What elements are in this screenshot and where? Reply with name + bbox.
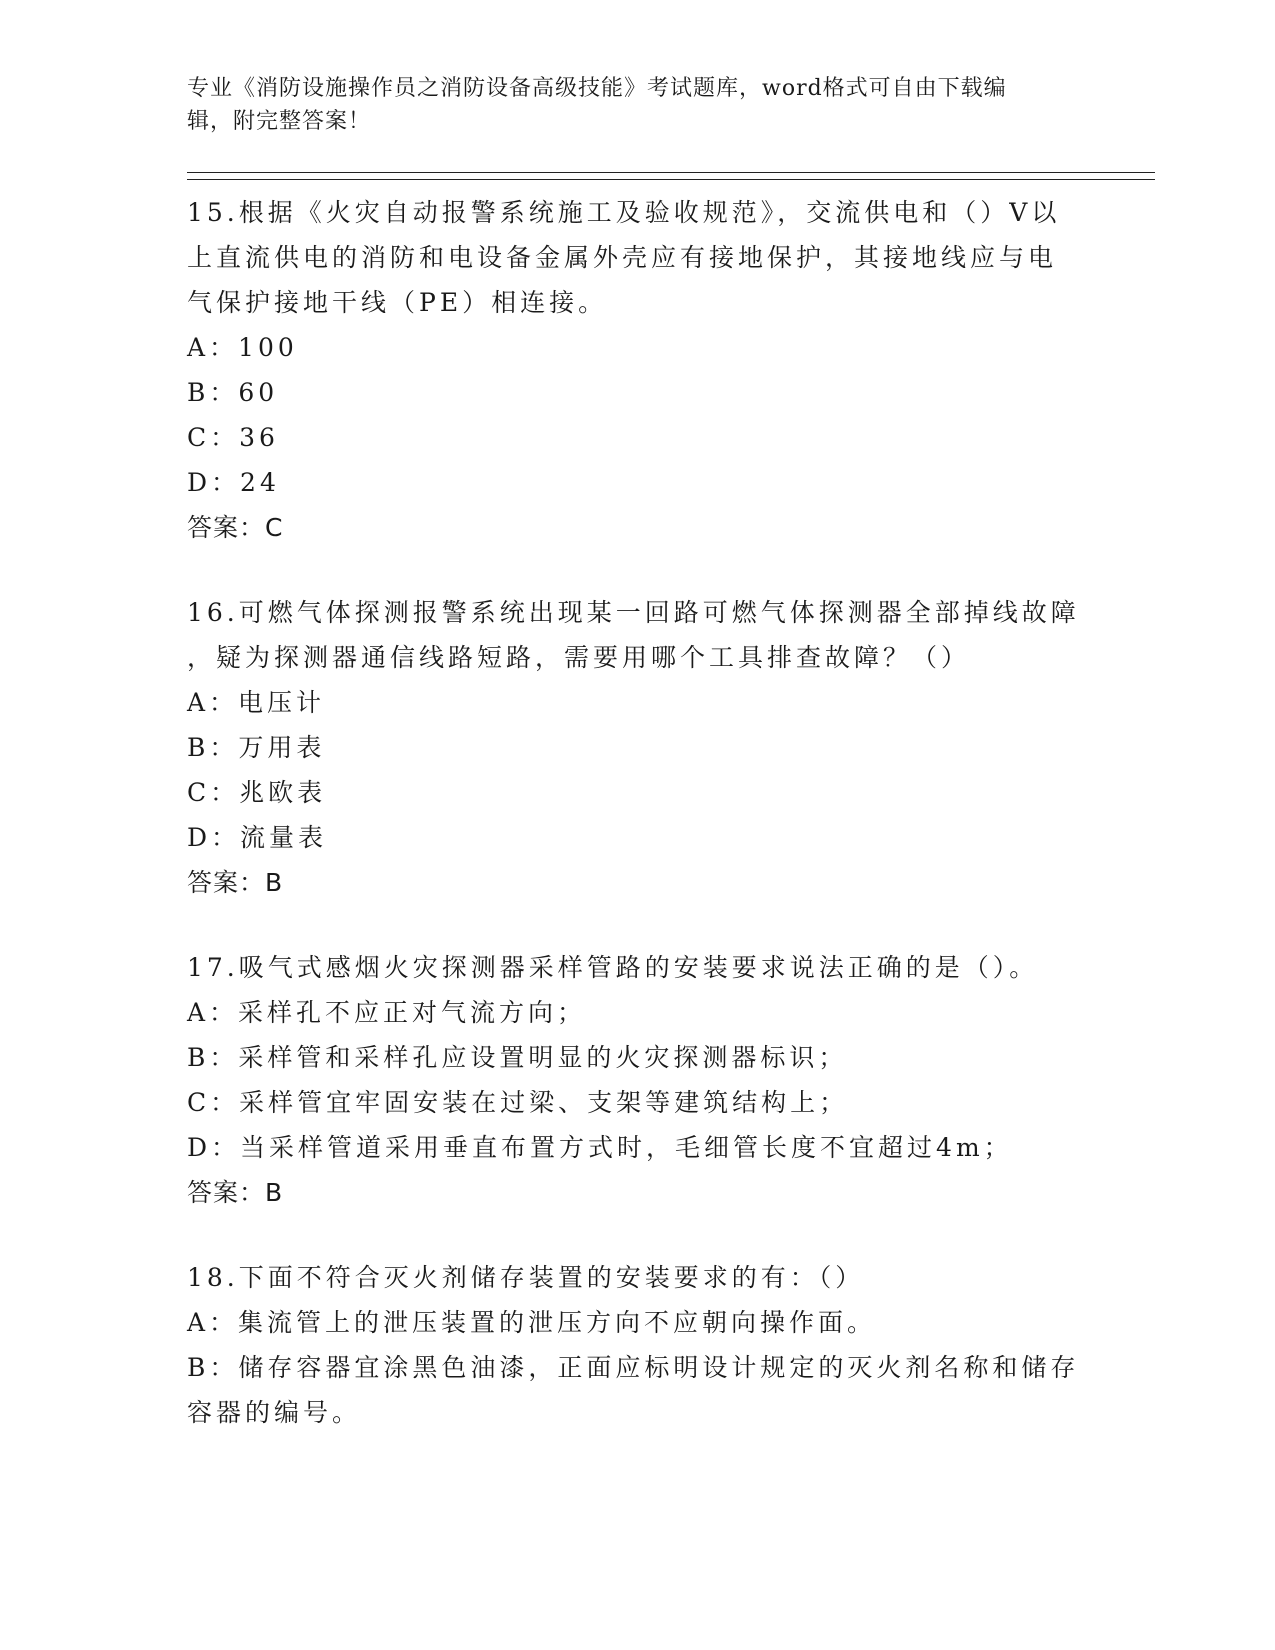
question-text-line: 气保护接地干线（PE）相连接。 <box>187 288 608 317</box>
option-b: B：储存容器宜涂黑色油漆，正面应标明设计规定的灭火剂名称和储存容器的编号。 <box>187 1353 1080 1427</box>
option-a: A：电压计 <box>187 688 326 717</box>
header-divider-top <box>187 172 1155 173</box>
question-18 <box>187 1255 1087 1435</box>
question-text-line: 上直流供电的消防和电设备金属外壳应有接地保护，其接地线应与电 <box>187 243 1058 272</box>
option-b: B：60 <box>187 378 279 407</box>
option-a: A：集流管上的泄压装置的泄压方向不应朝向操作面。 <box>187 1308 877 1337</box>
question-text-line: 18.下面不符合灭火剂储存装置的安装要求的有：（） <box>187 1263 865 1292</box>
document-header <box>187 72 1067 138</box>
question-17 <box>187 945 1087 1215</box>
answer-line: 答案：B <box>187 868 284 897</box>
option-b: B：万用表 <box>187 733 326 762</box>
option-c: C：兆欧表 <box>187 778 327 807</box>
question-text-line: ，疑为探测器通信线路短路，需要用哪个工具排查故障？（） <box>187 643 971 672</box>
option-d: D：流量表 <box>187 823 328 852</box>
question-list <box>187 190 1087 1475</box>
question-text-line: 17.吸气式感烟火灾探测器采样管路的安装要求说法正确的是（）。 <box>187 953 1039 982</box>
answer-line: 答案：B <box>187 1178 284 1207</box>
option-a: A：采样孔不应正对气流方向； <box>187 998 587 1027</box>
option-a: A：100 <box>187 333 298 362</box>
option-c: C：采样管宜牢固安装在过梁、支架等建筑结构上； <box>187 1088 849 1117</box>
question-text <box>187 590 1087 680</box>
question-text-line: 15.根据《火灾自动报警系统施工及验收规范》，交流供电和（）V以 <box>187 198 1061 227</box>
question-text <box>187 945 1087 990</box>
question-text <box>187 190 1087 325</box>
answer-line: 答案：C <box>187 513 284 542</box>
header-line-1: 专业《消防设施操作员之消防设备高级技能》考试题库，word格式可自由下载编 <box>187 76 1007 101</box>
header-line-2: 辑，附完整答案！ <box>187 109 372 134</box>
option-c: C：36 <box>187 423 279 452</box>
question-15 <box>187 190 1087 550</box>
question-16 <box>187 590 1087 905</box>
header-divider-bottom <box>187 179 1155 180</box>
option-d: D：24 <box>187 468 280 497</box>
option-b: B：采样管和采样孔应设置明显的火灾探测器标识； <box>187 1043 848 1072</box>
question-text <box>187 1255 1087 1300</box>
option-d: D：当采样管道采用垂直布置方式时，毛细管长度不宜超过4m； <box>187 1133 1013 1162</box>
question-text-line: 16.可燃气体探测报警系统出现某一回路可燃气体探测器全部掉线故障 <box>187 598 1080 627</box>
